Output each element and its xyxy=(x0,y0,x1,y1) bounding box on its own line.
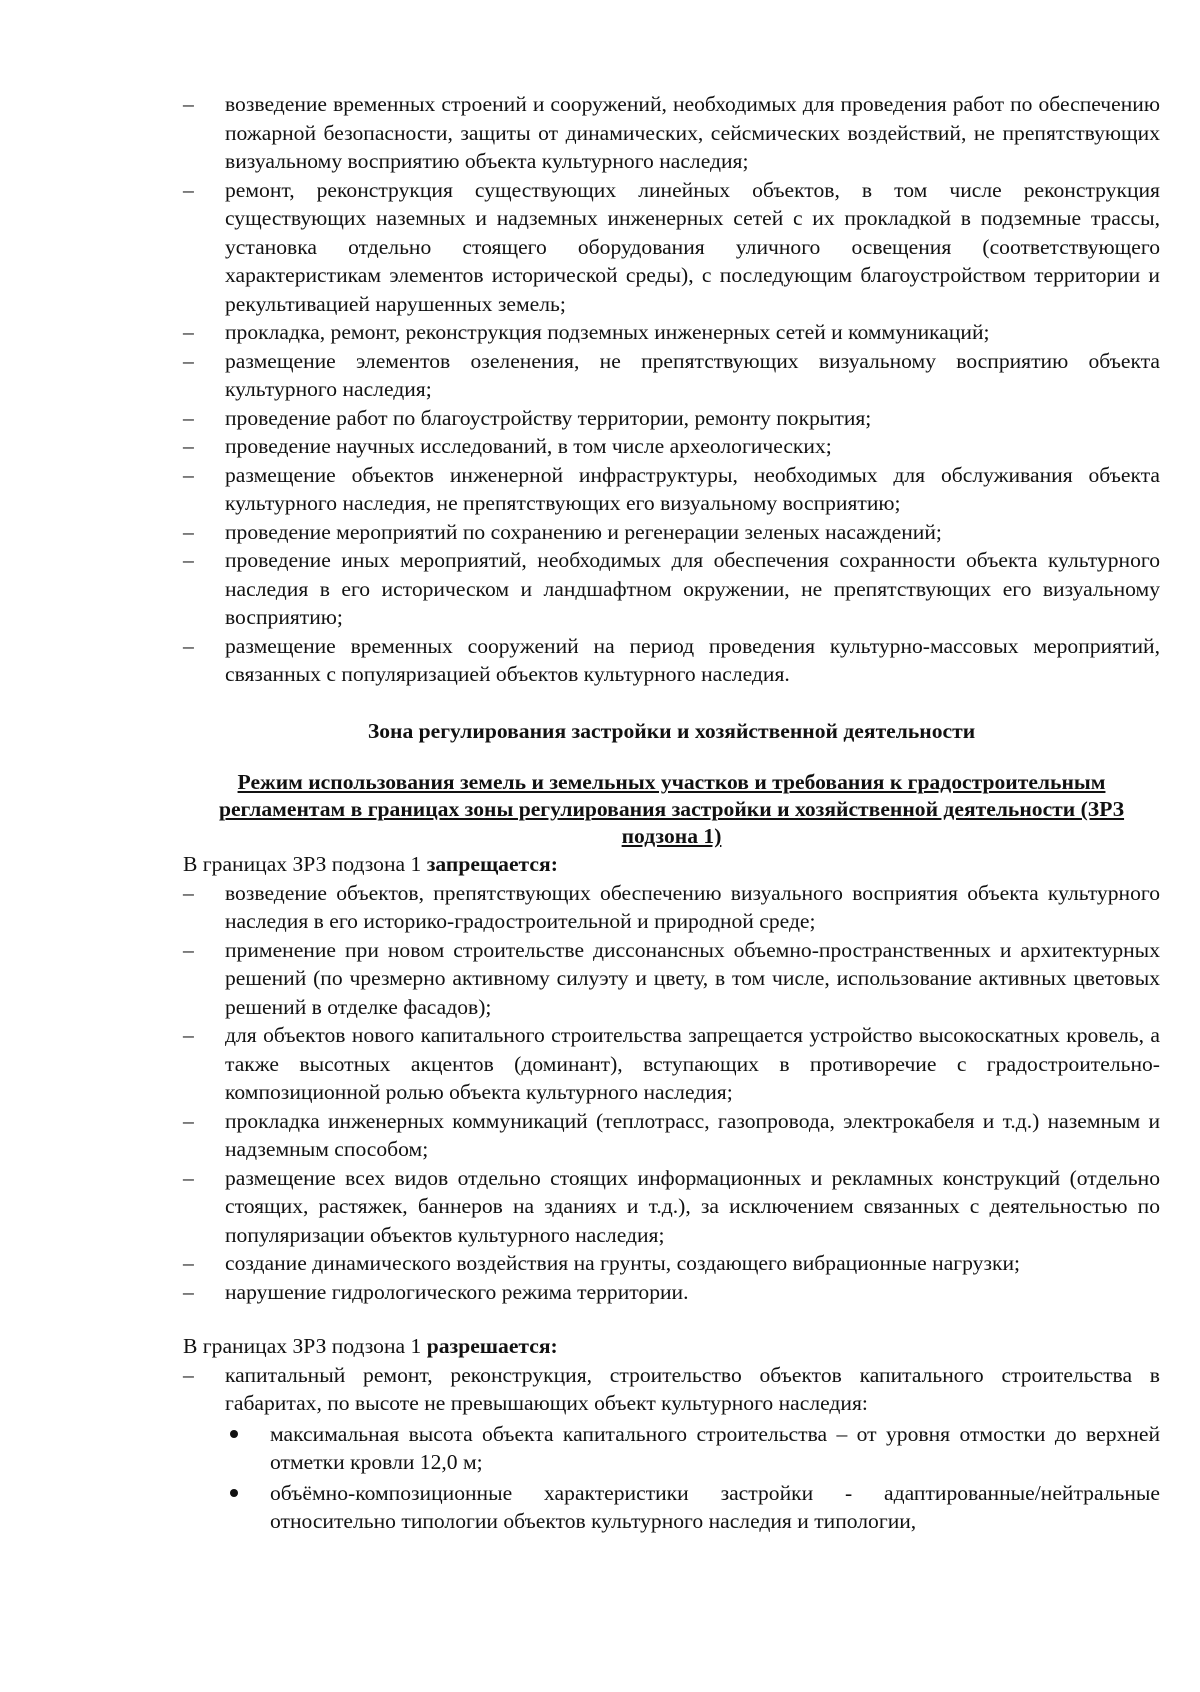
permitted-sublist xyxy=(183,1420,1160,1536)
dash-marker: – xyxy=(183,1279,194,1304)
dash-marker: – xyxy=(183,405,194,430)
list-item: – применение при новом строительстве диссонансных объемно-пространственных и архитектурных решений (по чрезмерно активному силуэту и цвету, в том числе, использование активных цветовых решений в отделке фасадов); xyxy=(183,937,1160,1019)
dash-marker: – xyxy=(183,1108,194,1133)
dash-marker: – xyxy=(183,937,194,962)
list-item: – для объектов нового капитального строительства запрещается устройство высокоскатных кровель, а также высотных акцентов (доминант), вступающих в противоречие с градостроительно-композиционной ролью объекта культурного наследия; xyxy=(183,1023,1160,1104)
permitted-intro: В границах ЗРЗ подзона 1 разрешается: xyxy=(183,1334,558,1358)
dash-marker: – xyxy=(183,92,194,116)
list-item: – возведение объектов, препятствующих обеспечению визуального восприятия объекта культурного наследия в его историко-градостроительной и природной среде; xyxy=(183,880,1160,933)
list-item: – проведение работ по благоустройству территории, ремонту покрытия; xyxy=(183,404,1160,433)
prohibited-keyword: запрещается: xyxy=(426,852,558,876)
list-item: – возведение временных строений и сооружений, необходимых для проведения работ по обеспечению пожарной безопасности, защиты от динамических, сейсмических воздействий, не препятствующих визуальному восприятию объекта культурного наследия; xyxy=(183,92,1160,173)
dash-marker: – xyxy=(183,1251,194,1275)
list-item: – размещение временных сооружений на период проведения культурно-массовых мероприятий, связанных с популяризацией объектов культурного наследия. xyxy=(183,633,1160,686)
dash-marker: – xyxy=(183,633,194,658)
list-item: – капитальный ремонт, реконструкция, строительство объектов капитального строительства в габаритах, по высоте не превышающих объект культурного наследия: xyxy=(183,1362,1160,1415)
prohibited-list xyxy=(183,879,1160,1307)
dash-marker: – xyxy=(183,434,194,458)
list-item: – создание динамического воздействия на грунты, создающего вибрационные нагрузки; xyxy=(183,1249,1160,1278)
dash-marker: – xyxy=(183,1362,194,1387)
bullet-dot-icon xyxy=(230,1489,238,1497)
zone-title: Зона регулирования застройки и хозяйственной деятельности xyxy=(367,718,976,743)
dash-marker: – xyxy=(183,519,194,544)
dash-marker: – xyxy=(183,177,194,202)
list-item: – ремонт, реконструкция существующих линейных объектов, в том числе реконструкция существующих наземных и надземных инженерных сетей с их прокладкой в подземные трассы, установка отдельно стоящего оборудования уличного освещения (соответствующего характеристикам элементов исторической среды), с последующим благоустройством территории и рекультивацией нарушенных земель; xyxy=(183,177,1160,316)
permitted-list xyxy=(183,1361,1160,1418)
dash-marker: – xyxy=(183,1023,194,1047)
dash-marker: – xyxy=(183,348,194,373)
allowed-works-list xyxy=(183,90,1160,689)
document-page xyxy=(183,90,1160,1536)
list-item: – размещение всех видов отдельно стоящих информационных и рекламных конструкций (отдельно стоящих, растяжек, баннеров на зданиях и т.д.), за исключением связанных с деятельностью по популяризации объектов культурного наследия; xyxy=(183,1165,1160,1247)
dash-marker: – xyxy=(183,462,194,487)
bullet-dot-icon xyxy=(230,1430,238,1438)
list-item: – прокладка инженерных коммуникаций (теплотрасс, газопровода, электрокабеля и т.д.) наземным и надземным способом; xyxy=(183,1108,1160,1161)
dash-marker: – xyxy=(183,1165,194,1190)
dash-marker: – xyxy=(183,548,194,572)
list-item: – размещение объектов инженерной инфраструктуры, необходимых для обслуживания объекта культурного наследия, не препятствующих его визуальному восприятию; xyxy=(183,462,1160,515)
list-item: – нарушение гидрологического режима территории. xyxy=(183,1278,1160,1307)
regime-title: Режим использования земель и земельных участков и требования к градостроительным регламентам в границах зоны регулирования застройки и хозяйственной деятельности (ЗРЗ подзона 1) xyxy=(218,770,1125,848)
list-item: – проведение мероприятий по сохранению и регенерации зеленых насаждений; xyxy=(183,518,1160,547)
list-item: – размещение элементов озеленения, не препятствующих визуальному восприятию объекта культурного наследия; xyxy=(183,348,1160,401)
bullet-item: максимальная высота объекта капитального строительства – от уровня отмостки до верхней отметки кровли 12,0 м; xyxy=(228,1420,1160,1477)
dash-marker: – xyxy=(183,880,194,905)
bullet-item: объёмно-композиционные характеристики застройки - адаптированные/нейтральные относительно типологии объектов культурного наследия и типологии, xyxy=(228,1479,1160,1536)
permitted-keyword: разрешается: xyxy=(426,1334,558,1358)
list-item: – прокладка, ремонт, реконструкция подземных инженерных сетей и коммуникаций; xyxy=(183,318,1160,347)
list-item: – проведение иных мероприятий, необходимых для обеспечения сохранности объекта культурного наследия в его историческом и ландшафтном окружении, не препятствующих его визуальному восприятию; xyxy=(183,548,1160,629)
spacer xyxy=(183,1306,1160,1332)
dash-marker: – xyxy=(183,320,194,344)
list-item: – проведение научных исследований, в том числе археологических; xyxy=(183,432,1160,461)
prohibited-intro: В границах ЗРЗ подзона 1 запрещается: xyxy=(183,852,558,876)
